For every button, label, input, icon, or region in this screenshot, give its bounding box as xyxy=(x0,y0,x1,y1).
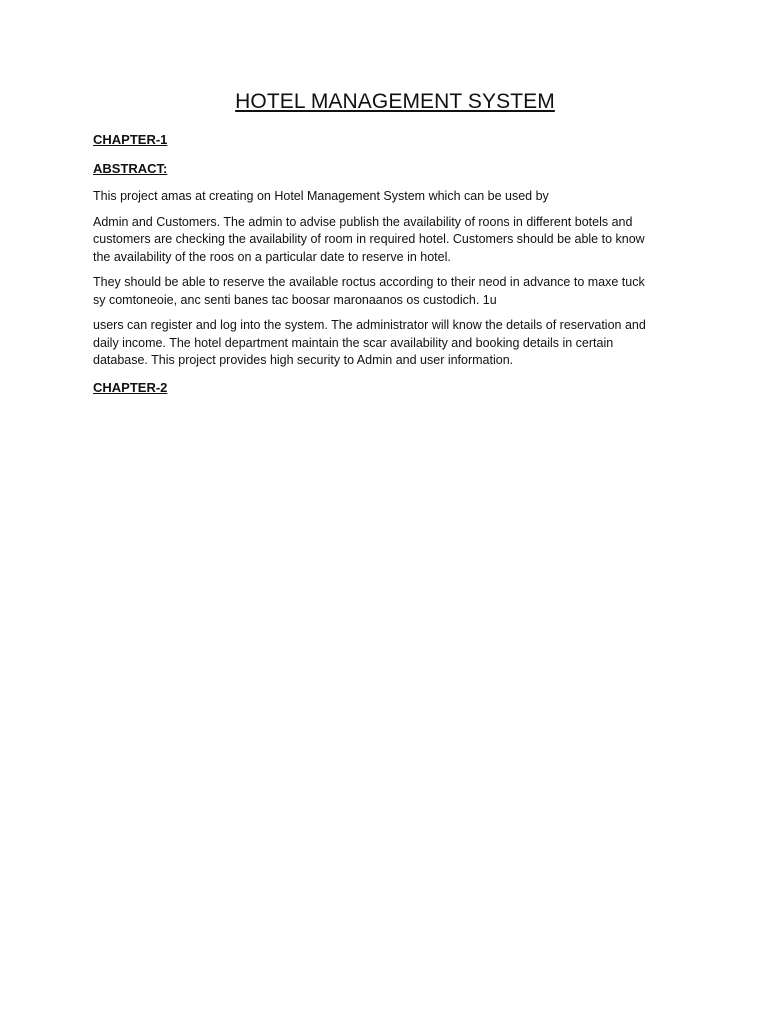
paragraph-line: daily income. The hotel department maintain the scar availability and booking details in certain xyxy=(93,335,614,350)
abstract-heading: ABSTRACT: xyxy=(93,161,168,176)
paragraph-line: They should be able to reserve the available roctus according to their neod in advance to maxe tuck xyxy=(93,275,645,289)
chapter-2-heading: CHAPTER-2 xyxy=(93,379,168,395)
abstract-paragraph-3 xyxy=(93,274,683,309)
paragraph-line: This project amas at creating on Hotel Management System which can be used by xyxy=(93,189,549,203)
paragraph-line: users can register and log into the system. The administrator will know the details of reservation and xyxy=(93,318,646,332)
paragraph-line: Admin and Customers. The admin to advise publish the availability of roons in different botels and xyxy=(93,214,633,229)
paragraph-line: the availability of the roos on a particular date to reserve in hotel. xyxy=(93,249,451,264)
document-body xyxy=(93,88,683,407)
paragraph-line: customers are checking the availability of room in required hotel. Customers should be able to know xyxy=(93,232,645,246)
paragraph-line: database. This project provides high security to Admin and user information. xyxy=(93,353,514,367)
abstract-paragraph-4 xyxy=(93,317,683,370)
document-title: HOTEL MANAGEMENT SYSTEM xyxy=(235,90,555,113)
abstract-paragraph-1 xyxy=(93,188,683,206)
paragraph-line: sy comtoneoie, anc senti banes tac boosar maronaanos os custodich. 1u xyxy=(93,292,497,307)
abstract-paragraph-2 xyxy=(93,214,683,267)
chapter-1-heading: CHAPTER-1 xyxy=(93,132,168,147)
